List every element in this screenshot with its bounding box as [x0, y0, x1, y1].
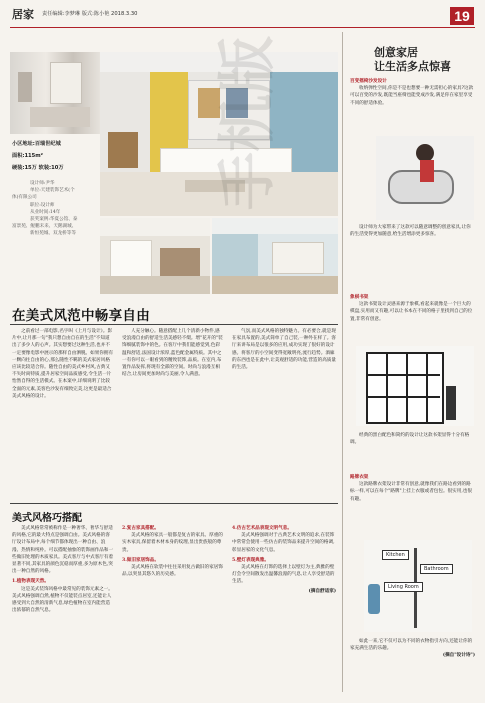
header-rule — [10, 27, 475, 28]
sidebar-title-2: 让生活多点惊喜 — [374, 60, 451, 73]
style-item-title: 4.仿古艺术品表现文明气息。 — [232, 526, 292, 531]
styles-rule — [10, 503, 338, 504]
sidebar-section-text: 这款书架设计灵感来源于象棋,看起来就像是一个巨大的棋盘,实用而又有趣,可以让书本在不同的格子里找到自己的位置,非常有创意。 — [350, 302, 473, 322]
styles-source: (摘自舒适家) — [308, 588, 336, 594]
sign-bathroom: Bathroom — [420, 564, 453, 574]
styles-column-3 — [232, 525, 336, 595]
kitchen-photo — [100, 218, 210, 294]
header-credits: 责任编辑:李梦琳 版式:陈小艳 2018.3.30 — [42, 11, 138, 17]
bathroom-photo — [10, 52, 100, 134]
sidebar-section-title: 百变摇椅沙发设计 — [350, 79, 387, 84]
page-header — [0, 0, 485, 24]
info-cost: 硬装:15万 软装:10万 — [12, 165, 64, 171]
body-column-1 — [12, 328, 114, 402]
column-divider — [342, 32, 343, 692]
body-paragraph: 人充分触心。随意搭配上几个清新小物件,感受浪漫自由的舒适生活美感轻不缀。增"花开的"装饰细腻装饰中的色。在客厅中我们能感觉到,色彩温和舒适,法国设计浓厚,蓝色配金属特质。其中之一有你可以一眼看到的精致装饰,品质。在室内,布置作品发挥,将现有全部的空间。时尚与浪漫互相结合,让房间更加时尚与美丽,令人满意。 — [122, 329, 223, 378]
main-headline: 在美式风范中畅享自由 — [12, 308, 150, 324]
sidebar-section-2 — [350, 224, 475, 238]
watermark: 手机版 — [213, 35, 281, 210]
signpost-rack-photo — [364, 540, 472, 632]
body-paragraph: 之前看过一部电影,名字叫《上月与设计》。影片中,让月那一句"我只想自由自在的生活"不知道出了多少人的心声。其实想要过这种生活,也并不一定要像电影中展示的那样自由洒脱。如果你拥有一颗向往自由的心,那么随性不羁的美式家居风格应该比较适合你。随性自由的美式乡村风,古典又不失时尚特质,提升居家空间品质感受,令生活一片怡然自得的生活模式。在本案中,详细说明了比较全面的元素,美客色沙发有细致完美,这更是最适合美式风格的设计。 — [12, 329, 114, 399]
page-number: 19 — [450, 7, 474, 25]
body-column-2 — [122, 328, 224, 380]
style-item-title: 1.植物表现天然。 — [12, 579, 49, 585]
sign-kitchen: Kitchen — [382, 550, 409, 560]
sidebar-section-1 — [350, 78, 475, 107]
style-item-text: 美式风格在灯饰的选择上以壁灯为主,典雅的壁灯会令空间散发出温馨浪漫的气息,让人享受舒适的生活。 — [232, 565, 335, 585]
styles-intro: 美式风格常常被称作是一种奢华、奢华与舒适的风格,它的最大特点是强调自由。美式风格的客厅设计布局中,每个细节都体现出一种自由、浪漫、热情和纯朴。可以搭配抽象的装饰画作品和一些做旧处理的木质家具。美式客厅与中式客厅有着显著不同,其家具的颜色沉稳而厚重,多为原木色,突出一种自然的风格。 — [12, 526, 114, 575]
info-community: 小区地址:百瑞世纪城 — [12, 141, 61, 147]
sidebar-section-title: 象棋书架 — [350, 295, 369, 300]
sidebar-section-4 — [350, 432, 475, 446]
sidebar-title-1: 创意家居 — [374, 46, 418, 59]
dining-photo — [212, 218, 338, 294]
style-item-text: 美式风格强调对于古典艺术文明的追求,在装饰中常常会使用一些仿古的装饰品来提升空间的格调,彰显居家的文化气息。 — [232, 533, 335, 553]
credit-line: 从业时间:14年 — [30, 209, 61, 215]
style-item-title: 3.做旧家居饰品。 — [122, 557, 159, 563]
credit-line: 富景苑、鲲鹏未来、天鹅湖城、 — [12, 224, 77, 230]
credit-line: 设计师:尹华 — [30, 181, 55, 186]
body-column-3 — [232, 328, 336, 373]
headline-rule — [10, 324, 338, 325]
style-item-title: 5.壁灯表现典雅。 — [232, 557, 269, 563]
designer-credits — [12, 180, 98, 238]
sidebar-section-text: 收纳弹性空间,你是不是也想要一种无需担心的家具?这款可以百变的沙发,既能当座椅也能变成沙发,满足你在家里享受不同的舒适体验。 — [350, 86, 474, 106]
credit-line: 新恒苑城、双龙桥等等 — [30, 231, 76, 237]
rocking-sofa-photo — [376, 136, 474, 220]
credit-line: 职位:设计师 — [30, 202, 55, 208]
sidebar-section-text: 这款路牌衣架设计非常有创意,就像我们在路边看到的路标一样,可以在每个"路牌"上挂上衣服或者包包。很实用,也很有趣。 — [350, 482, 472, 502]
sidebar-section-3 — [350, 294, 475, 323]
chess-bookshelf-photo — [356, 346, 474, 426]
section-label: 居家 — [12, 8, 34, 21]
info-area: 面积:115m² — [12, 153, 43, 159]
style-item-text: 美式风格在软装中往往采用复古做旧的家居饰品,以突显其悠久的历史感。 — [122, 565, 223, 578]
credit-line: 单位:天建装饰艺术(个 — [30, 188, 75, 194]
sidebar-section-title: 路牌衣架 — [350, 475, 369, 480]
credit-line: 获奖案例:华夏公馆、泰 — [30, 217, 78, 223]
styles-column-2 — [122, 525, 224, 580]
sidebar-section-5 — [350, 474, 475, 503]
sidebar-source: (摘自"设计诗") — [442, 653, 475, 659]
style-item-text: 这是美式装饰风格中最常见的装饰元素之一。美式风格强调自然,植物不仅能装点居室,还能让人感受到大自然的清新气息,绿色植物在室内能营造出浓郁的自然气息。 — [12, 586, 113, 614]
sign-living-room: Living Room — [384, 582, 423, 592]
sidebar-section-6 — [350, 638, 475, 660]
style-item-title: 2.复古家具搭配。 — [122, 526, 159, 531]
sidebar-section-text: 如此一来,它不仅可以为不同的衣物指引方向,还能让你的家充满生活的乐趣。 — [350, 639, 473, 652]
styles-column-1 — [12, 525, 114, 616]
styles-title: 美式风格巧搭配 — [12, 513, 82, 524]
sidebar-section-text: 经典的黑白配色和简约的设计让这款书架显得十分有格调。 — [350, 433, 470, 446]
body-paragraph: 气氛,而美式风格的独特魅力。有必要合,就是现在家具布置的,美式简单了自己装,一种外在样了。客厅来讲布局是以很多的应用,成功实现了很好的设计感。将客厅的小空间变得宽敞明亮,流行趋势。酒廊的东西也是在此中,让美观舒适的功能,营造的高质量的生活。 — [232, 329, 336, 371]
credit-line: 体)有限公司 — [12, 195, 37, 201]
style-item-text: 美式风格的家具一般都是复古的家具。厚重的实木家具,保留着木材本身的纹理,显出贵族般的尊贵。 — [122, 533, 223, 553]
sidebar-section-text: 设计师为大家带来了这款可以随意调整的创意家具,让你的生活变得更加随意,给生活增添更多惊喜。 — [350, 225, 471, 238]
